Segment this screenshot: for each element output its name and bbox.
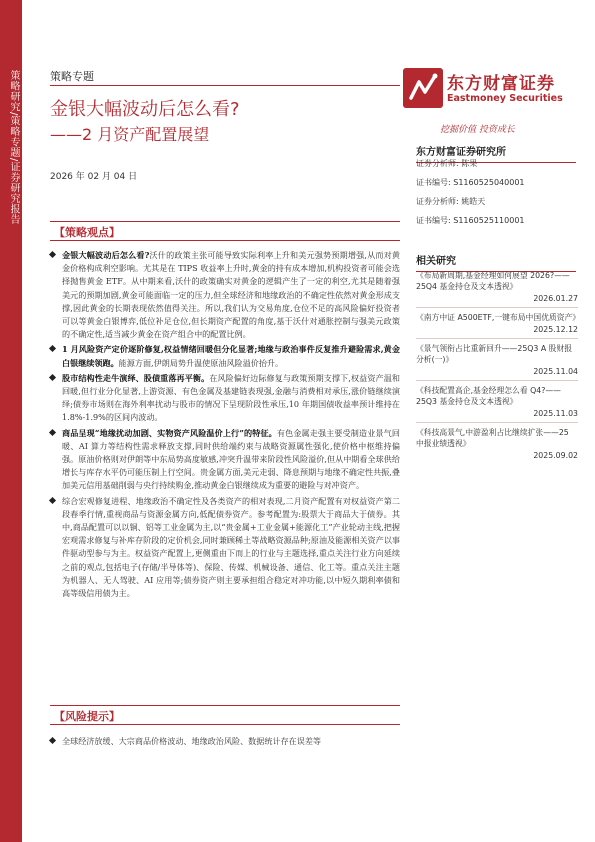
related-item-date: 2025.11.04	[533, 367, 578, 376]
strategy-body	[50, 249, 400, 602]
related-item[interactable]	[416, 270, 578, 304]
sidebar-label: 策略研究/策略专题/证券研究报告	[8, 70, 19, 225]
related-item-title: 《景气领衔占比重新回升——25Q3 A 股财报分析(一)》	[416, 344, 573, 364]
logo-mark-icon	[403, 68, 443, 108]
related-item-title: 《科技配置高企,基金经理怎么看 Q4?——25Q3 基金持仓及文本透视》	[416, 386, 561, 406]
divider	[416, 422, 578, 423]
analyst-1-cert-line	[416, 179, 576, 189]
company-logo	[403, 64, 573, 112]
section-title: 【策略观点】	[54, 226, 120, 239]
page-title: 金银大幅波动后怎么看?	[50, 99, 240, 120]
risk-paragraph	[50, 735, 400, 748]
cert-number: S1160525110001	[453, 216, 525, 225]
point-text: 在风险偏好边际修复与政策预期支撑下,权益资产温和回暖,但行业分化显著,上游资源、有色金属及基建链表现强,金融与消费相对承压,涨价链继续演绎;债券市场则在海外利率扰动与股市的情况下呈现阶段性承压,10 年期国债收益率预计维持在 1.8%-1.9%的区间内波动。	[62, 372, 400, 423]
related-item[interactable]	[416, 385, 578, 419]
point-lead: 金银大幅波动后怎么看?	[62, 250, 150, 260]
point-paragraph	[50, 427, 400, 493]
point-paragraph	[50, 249, 400, 341]
point-lead: 1 月风险资产定价逐阶修复,权益情绪回暖但分化显著;地缘与政治事件反复推升避险需求,黄金白银继续领跑。	[62, 344, 400, 368]
point-lead: 商品呈现“地缘扰动加剧、实物资产风险温价上行”的特征。	[62, 427, 277, 438]
analyst-name: 姚皓天	[461, 197, 486, 206]
page-subtitle: ——2 月资产配置展望	[50, 125, 210, 144]
risk-body	[50, 735, 400, 750]
point-text: 综合宏观修复进程、地缘政治不确定性及各类资产的相对表现,二月资产配置有对权益资产第二段春季行情,重视商品与资源金属方向,低配债券资产。参考配置为:股票大于商品大于债券。其中,商品配置可以以铜、铝等工业金属为主,以“贵金属+工业金属+能源化工”产业轮动主线,把握宏观需求修复与补库存阶段的定价机会,同时兼顾稀土等战略资源品种;原油及能源相关资产以事件驱动型参与为主。权益资产配置上,更侧重由下而上的行业与主题选择,重点关注行业方向延续之前的观点,包括电子(存储/半导体等)、保险、传媒、机械设备、通信、化工等。重点关注主题为机器人、无人驾驶、AI 应用等;债券资产则主要承担组合稳定对冲功能,以中短久期利率债和高等级信用债为主。	[62, 495, 400, 599]
header-rule	[50, 85, 400, 86]
related-item-title: 《布局新周期,基金经理如何展望 2026?——25Q4 基金持仓及文本透视》	[416, 271, 570, 291]
related-item-date: 2025.11.03	[533, 409, 578, 418]
point-paragraph	[50, 343, 400, 369]
bullet-icon	[49, 345, 56, 352]
risk-text: 全球经济放缓、大宗商品价格波动、地缘政治风险、数据统计存在误差等	[62, 736, 322, 746]
point-paragraph	[50, 495, 400, 601]
bullet-icon	[49, 737, 56, 744]
bullet-icon	[49, 251, 56, 258]
analyst-2-line	[416, 198, 576, 208]
institute-name: 东方财富证券研究所	[416, 143, 576, 163]
analyst-2-cert-line	[416, 217, 576, 227]
analyst-1-line	[416, 160, 576, 170]
bullet-icon	[49, 429, 56, 436]
related-item-date: 2025.12.12	[533, 325, 578, 334]
logo-text-en: Eastmoney Securities	[447, 93, 563, 104]
section-title: 【风险提示】	[54, 710, 120, 723]
divider	[416, 307, 578, 308]
strategy-section-header	[50, 221, 400, 241]
analyst-role: 证券分析师:	[416, 159, 459, 168]
point-text: 能源方面,伊朗局势升温使原油风险溢价抬升。	[118, 357, 284, 368]
point-text: 有色金属走强主要受制造业景气回暖、AI 算力等结构性需求释放支撑,同时供给端约束与战略资源属性强化,使价格中枢维持偏强。原油价格则对伊朗等中东局势高度敏感,冲突升温带来阶段性风险溢价,但从中期看全球供给增长与库存水平仍可能压制上行空间。贵金属方面,美元走弱、降息预期与地缘不确定性共振,叠加美元信用基础削弱与央行持续购金,推动黄金白银继续成为重要的避险与对冲资产。	[62, 427, 400, 491]
report-type: 策略专题	[50, 70, 94, 83]
cert-label: 证书编号:	[416, 216, 451, 225]
risk-section-header	[50, 705, 400, 725]
analyst-block	[416, 160, 576, 236]
related-item[interactable]	[416, 343, 578, 377]
related-research-title: 相关研究	[416, 252, 576, 272]
divider	[416, 338, 578, 339]
cert-number: S1160525040001	[453, 178, 525, 187]
logo-text-cn: 东方财富证券	[447, 74, 555, 94]
bullet-icon	[49, 374, 56, 381]
left-sidebar	[0, 0, 22, 842]
related-item-title: 《南方中证 A500ETF,一键布局中国优质资产》	[416, 313, 581, 322]
related-item-title: 《科技高景气,中游盈利占比继续扩张——25 中报业绩透视》	[416, 428, 569, 448]
related-item-date: 2025.09.02	[533, 451, 578, 460]
point-paragraph	[50, 372, 400, 425]
cert-label: 证书编号:	[416, 178, 451, 187]
related-item-date: 2026.01.27	[533, 294, 578, 303]
analyst-name: 陈果	[461, 159, 478, 168]
divider	[416, 380, 578, 381]
related-item[interactable]	[416, 312, 581, 335]
related-research-list	[416, 270, 581, 461]
analyst-role: 证券分析师:	[416, 197, 459, 206]
tagline: 挖掘价值 投资成长	[440, 125, 515, 135]
bullet-icon	[49, 497, 56, 504]
point-text: 沃什的政策主张可能导致实际利率上升和美元强势预期增强,从而对黄金价格构成利空影响。尤其是在 TIPS 收益率上升时,黄金的持有成本增加,机构投资者可能会选择抛售黄金 ETF。从中期来看,沃什的政策确实对黄金的逻辑产生了一定的利空,尤其是随着强美元的预期加剧,黄金可能面临一定的压力,但全球经济和地缘政治的不确定性依然对黄金形成支撑,因此黄金的长期表现依然值得关注。所以,我们认为交易角度,仓位不足的高风险偏好投资者可以等黄金白银博弈,低位补足仓位,但长期资产配置的角度,基于沃什对通胀控制与强美元政策的不确定性,适当减少黄金在资产组合中的配置比例。	[62, 250, 400, 340]
report-date: 2026 年 02 月 04 日	[50, 172, 138, 182]
related-item[interactable]	[416, 427, 578, 461]
point-lead: 股市结构性走牛演绎、股债重落再平衡。	[62, 372, 210, 383]
